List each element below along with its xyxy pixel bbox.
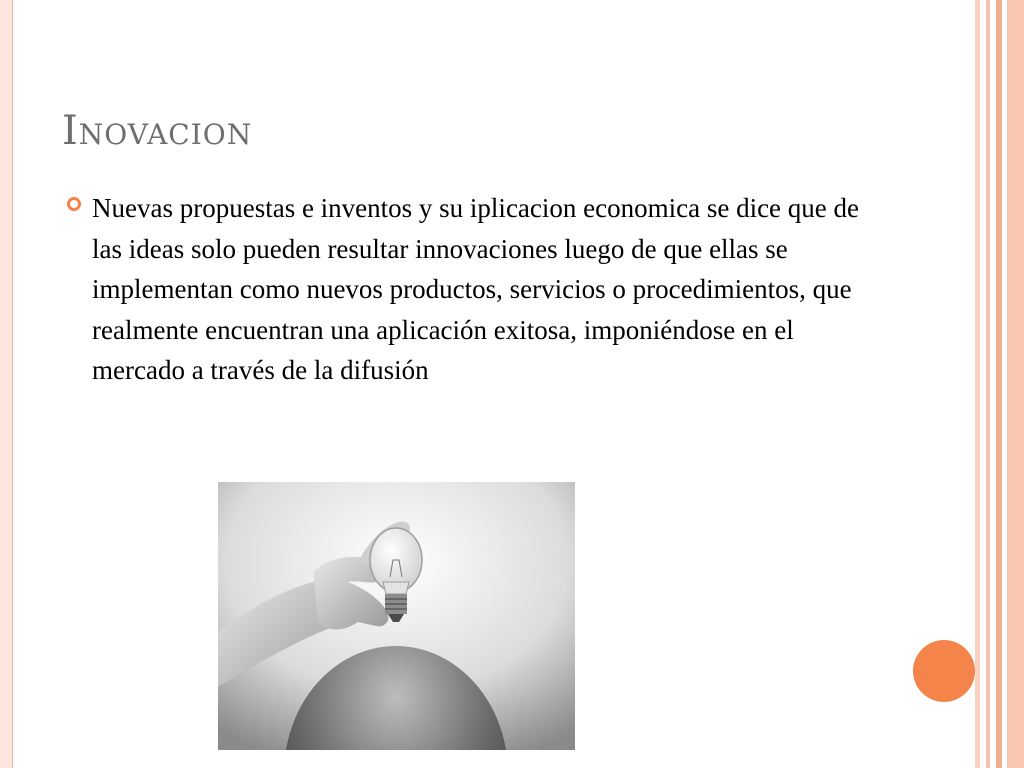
slide-body-text: Nuevas propuestas e inventos y su iplicacion economica se dice que de las ideas solo pueden resultar innovaciones luego de que ellas se implementan como nuevos productos, servicios o procedimientos, que realmente encuentran una aplicación exitosa, imponiéndose en el mercado a través de la difusión xyxy=(92,193,860,385)
slide-title: Inovacion xyxy=(62,108,253,154)
lightbulb-hand-photo xyxy=(218,482,575,750)
bullet-ring-icon xyxy=(66,196,82,212)
slide-left-border xyxy=(0,0,13,768)
decorative-orange-circle xyxy=(913,640,975,702)
decorative-right-stripes xyxy=(975,0,1024,768)
